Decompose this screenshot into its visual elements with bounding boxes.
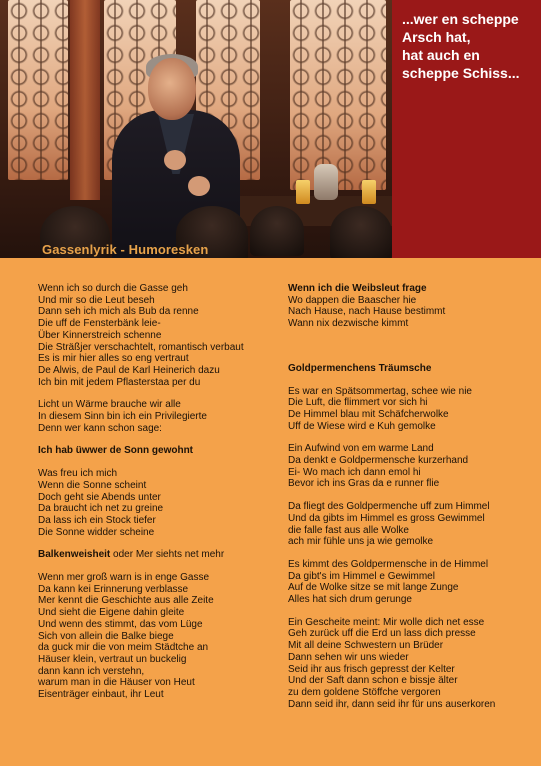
performer-hand	[188, 176, 210, 196]
poem-line: Die Sträßjer verschachtelt, romantisch verbaut	[38, 341, 244, 353]
audience-head	[330, 206, 392, 258]
poem-line: Und der Saft dann schon e bissje älter	[288, 675, 458, 687]
poem-line: In diesem Sinn bin ich ein Privilegierte	[38, 411, 207, 423]
right-column	[288, 283, 528, 710]
poem-line: Wenn ich so durch die Gasse geh	[38, 283, 188, 294]
poem-line: Da gibt's im Himmel e Gewimmel	[288, 570, 435, 582]
poem-line: Denn wer kann schon sage:	[38, 422, 162, 434]
poem-balken	[38, 572, 268, 701]
window-left	[8, 0, 68, 180]
poem-line: Wenn die Sonne scheint	[38, 479, 147, 491]
poem-line: Da lass ich ein Stock tiefer	[38, 514, 156, 526]
poem-line: Ein Gescheite meint: Mir wolle dich net esse	[288, 616, 485, 628]
poem-line: warum man in die Häuser von Heut	[38, 677, 195, 689]
performer-hand	[164, 150, 186, 170]
poem-gasse	[38, 283, 268, 434]
poem-line: Häuser klein, vertraut un buckelig	[38, 653, 187, 665]
poem-line: Es war en Spätsommertag, schee wie nie	[288, 385, 472, 397]
poem-line: Geh zurück uff die Erd un lass dich presse	[288, 628, 476, 640]
motto-text	[402, 10, 538, 82]
poem-line: Die Sonne widder scheine	[38, 526, 155, 538]
window-right	[290, 0, 386, 190]
poem-line: Da denkt e Goldpermensche kurzerhand	[288, 455, 469, 467]
poem-line: Ein Aufwind von em warme Land	[288, 443, 434, 455]
poem-line: Alles hat sich drum gerunge	[288, 594, 412, 606]
poem-line: Uff de Wiese wird e Kuh gemolke	[288, 420, 436, 432]
poem-line: die falle fast aus alle Wolke	[288, 524, 409, 536]
poem-title	[38, 549, 268, 561]
poem-line: Mit all deine Schwestern un Brüder	[288, 640, 444, 652]
motto-line: ...wer en scheppe	[402, 11, 519, 27]
poem-line: Über Kinnerstreich schenne	[38, 329, 162, 341]
poem-line: De Alwis, de Paul de Karl Heinerich dazu	[38, 364, 220, 376]
poem-line: Und sieht die Eigene dahin gleite	[38, 607, 185, 619]
poem-line: Da fliegt des Goldpermenche uff zum Himmel	[288, 501, 490, 513]
poem-line: Sich von allein die Balke biege	[38, 630, 174, 642]
photo-caption: Gassenlyrik - Humoresken	[42, 242, 209, 257]
poem-line: Seid ihr aus frisch gepresst der Kelter	[288, 663, 455, 675]
poem-line: Und mir so die Leut beseh	[38, 294, 155, 306]
poem-title: Wenn ich die Weibsleut frage	[288, 283, 427, 294]
poem-line: Wo dappen die Baascher hie	[288, 294, 417, 306]
curtain	[70, 0, 100, 200]
poem-line: zu dem goldene Stöffche vergoren	[288, 686, 441, 698]
poem-line: Wenn mer groß warn is in enge Gasse	[38, 572, 210, 584]
poem-line: Licht un Wärme brauche wir alle	[38, 399, 181, 411]
motto-line: hat auch en	[402, 47, 480, 63]
left-column	[38, 283, 268, 701]
poem-line: Dann seid ihr, dann seid ihr für uns auserkoren	[288, 698, 496, 710]
poem-goldpermenche	[288, 386, 528, 711]
poem-line: Und da gibts im Himmel es gross Gewimmel	[288, 512, 485, 524]
poem-line: Es is mir hier alles so eng vertraut	[38, 353, 189, 365]
poem-line: Bevor ich ins Gras da e runner flie	[288, 478, 440, 490]
poem-title: Ich hab üwwer de Sonn gewohnt	[38, 445, 194, 457]
audience-head	[250, 206, 304, 256]
poem-title-bold: Balkenweisheit	[38, 549, 111, 561]
motto-line: scheppe Schiss...	[402, 65, 520, 81]
poem-line: ach mir fühle uns ja wie gemolke	[288, 536, 434, 548]
performer-photo	[0, 0, 392, 258]
wine-jug	[314, 164, 338, 200]
poem-line: Wann nix dezwische kimmt	[288, 318, 409, 330]
poem-sonne	[38, 468, 268, 538]
poem-line: Es kimmt des Goldpermensche in de Himmel	[288, 558, 489, 570]
poem-line: Und wenn des stimmt, das vom Lüge	[38, 618, 203, 630]
poem-weibsleut	[288, 295, 528, 330]
poem-line: Was freu ich mich	[38, 468, 118, 480]
poem-line: Ei- Wo mach ich dann emol hi	[288, 466, 421, 478]
performer-head	[148, 58, 196, 120]
poem-line: Da braucht ich net zu greine	[38, 503, 164, 515]
motto-line: Arsch hat,	[402, 29, 471, 45]
poem-line: da guck mir die von meim Städtche an	[38, 642, 209, 654]
poem-line: Nach Hause, nach Hause bestimmt	[288, 306, 446, 318]
poem-line: Dann sehen wir uns wieder	[288, 651, 409, 663]
poem-line: Mer kennt die Geschichte aus alle Zeite	[38, 595, 214, 607]
poem-line: Ich bin mit jedem Pflasterstaa per du	[38, 376, 201, 388]
wine-glass	[296, 180, 310, 204]
poem-line: dann kann ich verstehn,	[38, 665, 145, 677]
poem-line: Auf de Wolke sitze se mit lange Zunge	[288, 582, 459, 594]
poem-line: Die uff de Fensterbänk leie-	[38, 318, 161, 330]
poem-line: De Himmel blau mit Schäfcherwolke	[288, 408, 449, 420]
poem-line: Eisenträger einbaut, ihr Leut	[38, 689, 164, 701]
poem-title-subtitle: oder Mer siehts net mehr	[110, 549, 225, 561]
wine-glass	[362, 180, 376, 204]
poem-line: Die Luft, die flimmert vor sich hi	[288, 397, 428, 409]
poem-line: Da kann kei Erinnerung verblasse	[38, 583, 189, 595]
poem-line: Doch geht sie Abends unter	[38, 491, 161, 503]
poem-title: Goldpermenchens Träumsche	[288, 362, 432, 374]
poem-line: Dann seh ich mich als Bub da renne	[38, 306, 199, 318]
